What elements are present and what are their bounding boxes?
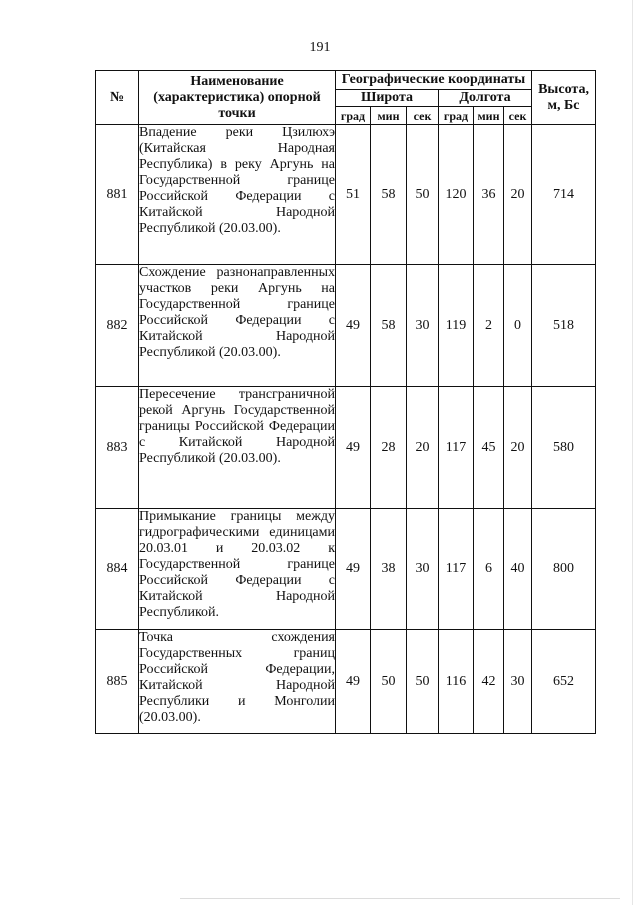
header-height: Высота, м, Бс: [532, 71, 596, 125]
header-name: Наименование (характеристика) опорной точки: [139, 71, 336, 125]
lon-degrees: 117: [439, 509, 474, 630]
lat-seconds: 50: [407, 630, 439, 734]
lat-minutes: 50: [371, 630, 407, 734]
lon-seconds: 20: [504, 125, 532, 265]
header-geo-coordinates: Географические координаты: [336, 71, 532, 90]
table-row: [96, 125, 596, 265]
lat-degrees: 49: [336, 265, 371, 387]
header-lat-seconds: сек: [407, 107, 439, 125]
header-longitude: Долгота: [439, 90, 532, 107]
reference-points-table: [95, 70, 596, 734]
lon-seconds: 20: [504, 387, 532, 509]
lat-minutes: 28: [371, 387, 407, 509]
lat-degrees: 49: [336, 509, 371, 630]
lat-minutes: 58: [371, 125, 407, 265]
lon-degrees: 119: [439, 265, 474, 387]
lon-seconds: 0: [504, 265, 532, 387]
table-header: [96, 71, 596, 125]
header-latitude: Широта: [336, 90, 439, 107]
point-number: 884: [96, 509, 139, 630]
height-value: 800: [532, 509, 596, 630]
lon-seconds: 40: [504, 509, 532, 630]
scan-page-edge: [180, 898, 620, 899]
header-lon-minutes: мин: [474, 107, 504, 125]
header-lon-seconds: сек: [504, 107, 532, 125]
height-value: 518: [532, 265, 596, 387]
lon-minutes: 45: [474, 387, 504, 509]
lat-minutes: 58: [371, 265, 407, 387]
lon-degrees: 116: [439, 630, 474, 734]
point-name: Впадение реки Цзилюхэ (Китайская Народная Республика) в реку Аргунь на Государственной границе Российской Федерации с Китайской Народной Республикой (20.03.00).: [139, 125, 336, 265]
lon-seconds: 30: [504, 630, 532, 734]
lon-degrees: 117: [439, 387, 474, 509]
lat-seconds: 30: [407, 265, 439, 387]
point-number: 882: [96, 265, 139, 387]
point-name: Точка схождения Государственных границ Российской Федерации, Китайской Народной Республики и Монголии (20.03.00).: [139, 630, 336, 734]
height-value: 714: [532, 125, 596, 265]
table-row: [96, 265, 596, 387]
header-lat-minutes: мин: [371, 107, 407, 125]
lat-seconds: 50: [407, 125, 439, 265]
height-value: 580: [532, 387, 596, 509]
header-lon-degrees: град: [439, 107, 474, 125]
lon-degrees: 120: [439, 125, 474, 265]
point-number: 885: [96, 630, 139, 734]
point-name: Пересечение трансграничной рекой Аргунь Государственной границы Российской Федерации с Китайской Народной Республикой (20.03.00).: [139, 387, 336, 509]
page-number: 191: [309, 40, 331, 55]
lat-degrees: 49: [336, 630, 371, 734]
point-name: Примыкание границы между гидрографическими единицами 20.03.01 и 20.03.02 к Государственной границе Российской Федерации с Китайской Народной Республикой.: [139, 509, 336, 630]
lat-minutes: 38: [371, 509, 407, 630]
lat-degrees: 49: [336, 387, 371, 509]
table-body: [96, 125, 596, 734]
scan-page-edge: [632, 0, 633, 905]
point-number: 883: [96, 387, 139, 509]
lat-degrees: 51: [336, 125, 371, 265]
header-lat-degrees: град: [336, 107, 371, 125]
lat-seconds: 30: [407, 509, 439, 630]
lon-minutes: 36: [474, 125, 504, 265]
point-name: Схождение разнонаправленных участков реки Аргунь на Государственной границе Российской Федерации с Китайской Народной Республикой (20.03.00).: [139, 265, 336, 387]
height-value: 652: [532, 630, 596, 734]
lat-seconds: 20: [407, 387, 439, 509]
point-number: 881: [96, 125, 139, 265]
lon-minutes: 42: [474, 630, 504, 734]
table-row: [96, 509, 596, 630]
table-row: [96, 630, 596, 734]
table-row: [96, 387, 596, 509]
lon-minutes: 2: [474, 265, 504, 387]
header-number: №: [96, 71, 139, 125]
lon-minutes: 6: [474, 509, 504, 630]
